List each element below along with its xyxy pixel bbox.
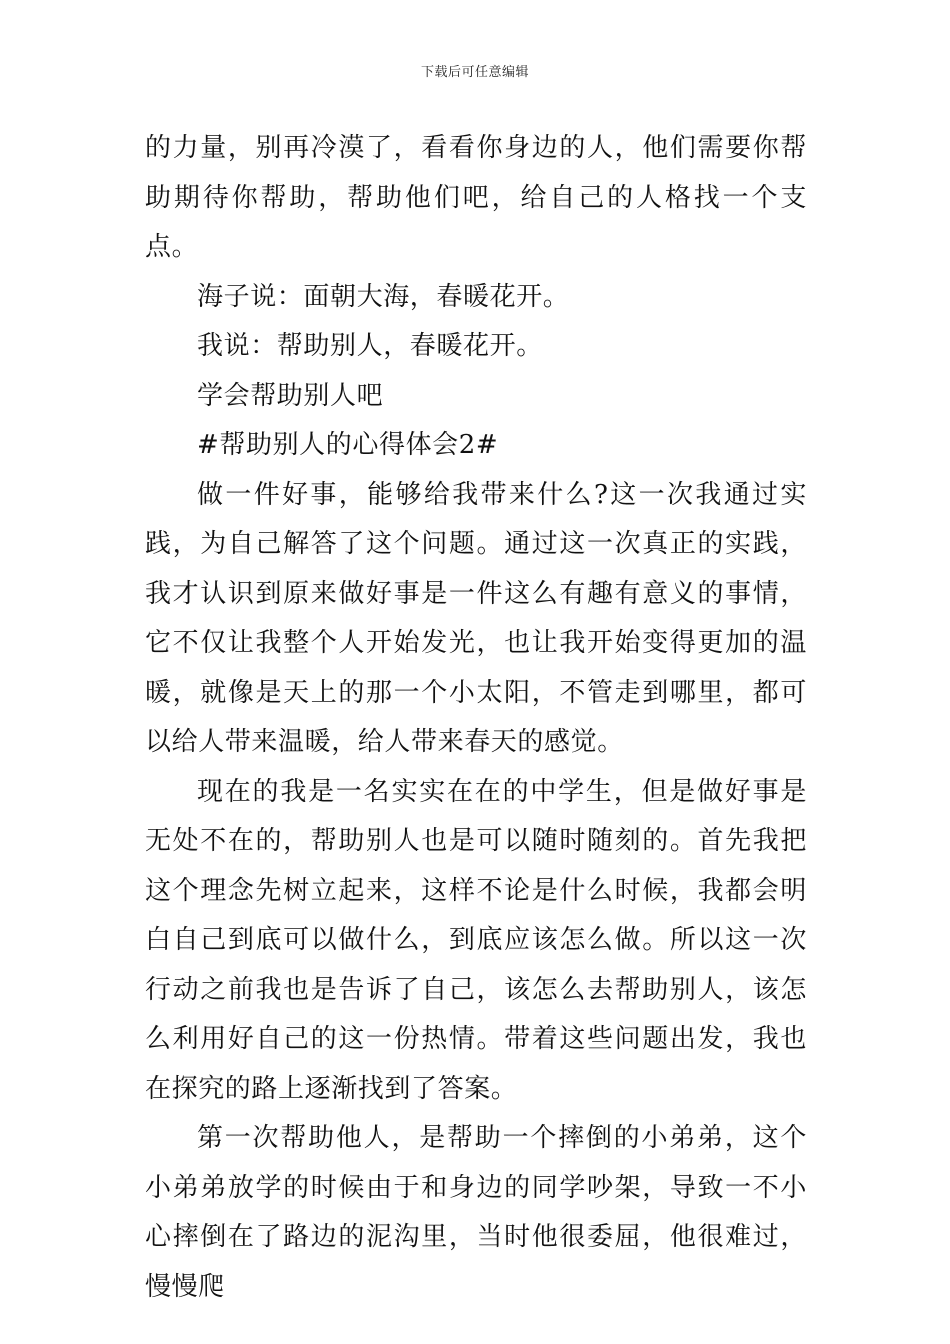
- paragraph-1: 的力量，别再冷漠了，看看你身边的人，他们需要你帮助期待你帮助，帮助他们吧，给自己的人格找一个支点。: [145, 133, 807, 262]
- document-body: [145, 124, 807, 1312]
- paragraph-3: 我说：帮助别人，春暖花开。: [197, 331, 543, 361]
- paragraph-6: 现在的我是一名实实在在的中学生，但是做好事是无处不在的，帮助别人也是可以随时随刻的。首先我把这个理念先树立起来，这样不论是什么时候，我都会明白自己到底可以做什么，到底应该怎么做。所以这一次行动之前我也是告诉了自己，该怎么去帮助别人，该怎么利用好自己的这一份热情。带着这些问题出发，我也在探究的路上逐渐找到了答案。: [145, 776, 807, 1104]
- page-header: 下载后可任意编辑: [420, 65, 529, 80]
- paragraph-7: 第一次帮助他人，是帮助一个摔倒的小弟弟，这个小弟弟放学的时候由于和身边的同学吵架，导致一不小心摔倒在了路边的泥沟里，当时他很委屈，他很难过，慢慢爬: [145, 1123, 807, 1302]
- paragraph-2: 海子说：面朝大海，春暖花开。: [197, 281, 570, 312]
- paragraph-5: 做一件好事，能够给我带来什么?这一次我通过实践，为自己解答了这个问题。通过这一次真正的实践，我才认识到原来做好事是一件这么有趣有意义的事情，它不仅让我整个人开始发光，也让我开始变得更加的温暖，就像是天上的那一个小太阳，不管走到哪里，都可以给人带来温暖，给人带来春天的感觉。: [145, 479, 807, 757]
- paragraph-4: 学会帮助别人吧: [197, 380, 384, 411]
- section-heading: #帮助别人的心得体会2#: [197, 430, 499, 460]
